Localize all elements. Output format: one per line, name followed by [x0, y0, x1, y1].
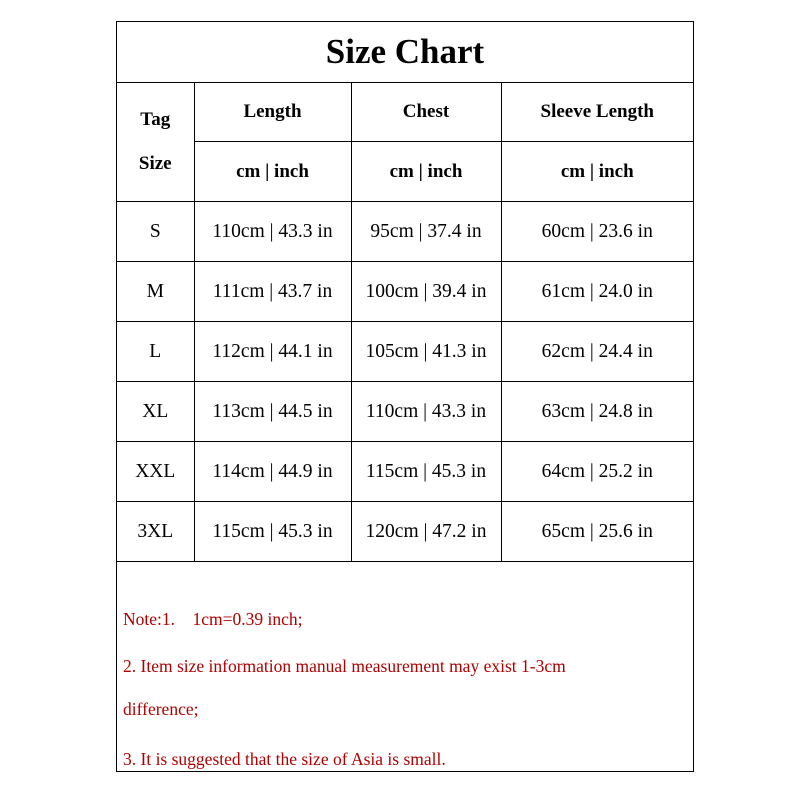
- table-row: [117, 202, 693, 262]
- note-2: 2. Item size information manual measurement may exist 1-3cm: [123, 656, 566, 676]
- sleeve-cell: 65cm | 25.6 in: [501, 502, 693, 562]
- length-cell: 115cm | 45.3 in: [194, 502, 351, 562]
- size-cell: XL: [117, 382, 194, 442]
- sleeve-length-header: Sleeve Length: [501, 82, 693, 142]
- sleeve-cell: 62cm | 24.4 in: [501, 322, 693, 382]
- chest-units: cm | inch: [351, 142, 501, 202]
- sleeve-cell: 61cm | 24.0 in: [501, 262, 693, 322]
- units-row: [117, 142, 693, 202]
- chest-cell: 100cm | 39.4 in: [351, 262, 501, 322]
- size-cell: L: [117, 322, 194, 382]
- chest-cell: 115cm | 45.3 in: [351, 442, 501, 502]
- size-table: [117, 82, 693, 562]
- table-row: [117, 262, 693, 322]
- length-header: Length: [194, 82, 351, 142]
- size-chart: [116, 21, 694, 772]
- table-row: [117, 442, 693, 502]
- sleeve-cell: 64cm | 25.2 in: [501, 442, 693, 502]
- table-row: [117, 502, 693, 562]
- length-cell: 112cm | 44.1 in: [194, 322, 351, 382]
- size-cell: S: [117, 202, 194, 262]
- length-units: cm | inch: [194, 142, 351, 202]
- chart-title: Size Chart: [117, 22, 693, 83]
- tag-size-header: [117, 82, 194, 202]
- length-cell: 111cm | 43.7 in: [194, 262, 351, 322]
- size-label: Size: [138, 152, 172, 174]
- length-cell: 110cm | 43.3 in: [194, 202, 351, 262]
- note-2-continued: difference;: [123, 699, 199, 719]
- length-cell: 114cm | 44.9 in: [194, 442, 351, 502]
- table-row: [117, 322, 693, 382]
- tag-label: Tag: [140, 108, 171, 130]
- chest-cell: 120cm | 47.2 in: [351, 502, 501, 562]
- chest-cell: 95cm | 37.4 in: [351, 202, 501, 262]
- table-row: [117, 382, 693, 442]
- size-cell: XXL: [117, 442, 194, 502]
- chest-cell: 105cm | 41.3 in: [351, 322, 501, 382]
- note-3: 3. It is suggested that the size of Asia is small.: [123, 749, 446, 769]
- chest-cell: 110cm | 43.3 in: [351, 382, 501, 442]
- header-row: [117, 82, 693, 142]
- chest-header: Chest: [351, 82, 501, 142]
- length-cell: 113cm | 44.5 in: [194, 382, 351, 442]
- size-cell: M: [117, 262, 194, 322]
- sleeve-cell: 60cm | 23.6 in: [501, 202, 693, 262]
- note-1: Note:1. 1cm=0.39 inch;: [123, 609, 303, 629]
- sleeve-units: cm | inch: [501, 142, 693, 202]
- size-cell: 3XL: [117, 502, 194, 562]
- sleeve-cell: 63cm | 24.8 in: [501, 382, 693, 442]
